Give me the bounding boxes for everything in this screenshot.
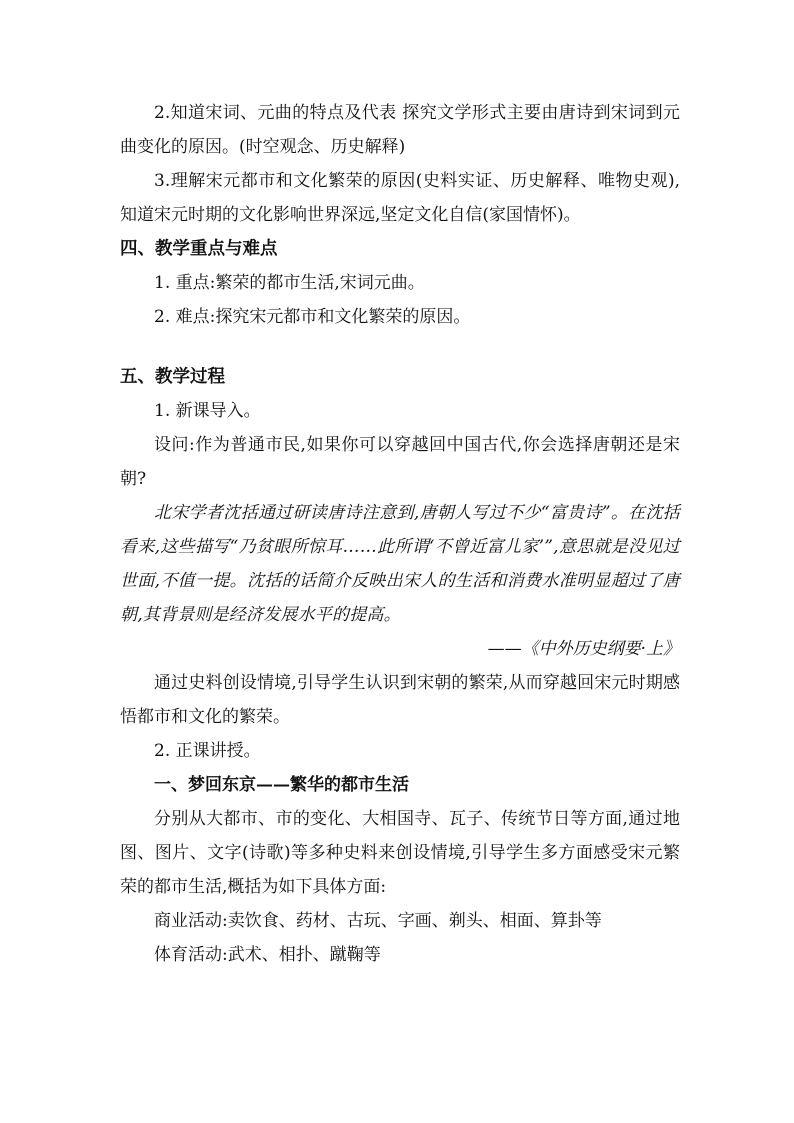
goal-item-3: 3.理解宋元都市和文化繁荣的原因(史料实证、历史解释、唯物史观),知道宋元时期的文化影响世界深远,坚定文化自信(家国情怀)。 [120,171,680,225]
step-1: 1. 新课导入。 [154,401,261,421]
section-5-heading: 五、教学过程 [120,367,225,387]
step-2: 2. 正课讲授。 [154,741,261,761]
key-point: 1. 重点:繁荣的都市生活,宋词元曲。 [154,273,425,293]
document-body [120,96,680,972]
part-1-heading: 一、梦回东京——繁华的都市生活 [154,775,409,795]
difficulty-point: 2. 难点:探究宋元都市和文化繁荣的原因。 [154,307,471,327]
spacer [120,334,680,360]
quote-source: ——《中外历史纲要·上》 [487,639,680,659]
historical-quote: 北宋学者沈括通过研读唐诗注意到,唐朝人写过不少“富贵诗”。在沈括看来,这些描写“乃贫眼所惊耳……此所谓‘不曾近富儿家’”,意思就是没见过世面,不值一提。沈括的话简介反映出宋人的生活和消费水准明显超过了唐朝,其背景则是经济发展水平的提高。 [120,503,680,625]
intro-question: 设问:作为普通市民,如果你可以穿越回中国古代,你会选择唐朝还是宋朝? [120,435,680,489]
goal-item-2: 2.知道宋词、元曲的特点及代表 探究文学形式主要由唐诗到宋词到元曲变化的原因。(时空观念、历史解释) [120,103,680,157]
commerce-activities: 商业活动:卖饮食、药材、古玩、字画、剃头、相面、算卦等 [154,911,602,931]
section-4-heading: 四、教学重点与难点 [120,239,278,259]
intro-purpose: 通过史料创设情境,引导学生认识到宋朝的繁荣,从而穿越回宋元时期感悟都市和文化的繁荣。 [120,673,680,727]
part-1-text: 分别从大都市、市的变化、大相国寺、瓦子、传统节日等方面,通过地图、图片、文字(诗歌)等多种史料来创设情境,引导学生多方面感受宋元繁荣的都市生活,概括为如下具体方面: [120,809,680,897]
sports-activities: 体育活动:武术、相扑、蹴鞠等 [154,945,381,965]
